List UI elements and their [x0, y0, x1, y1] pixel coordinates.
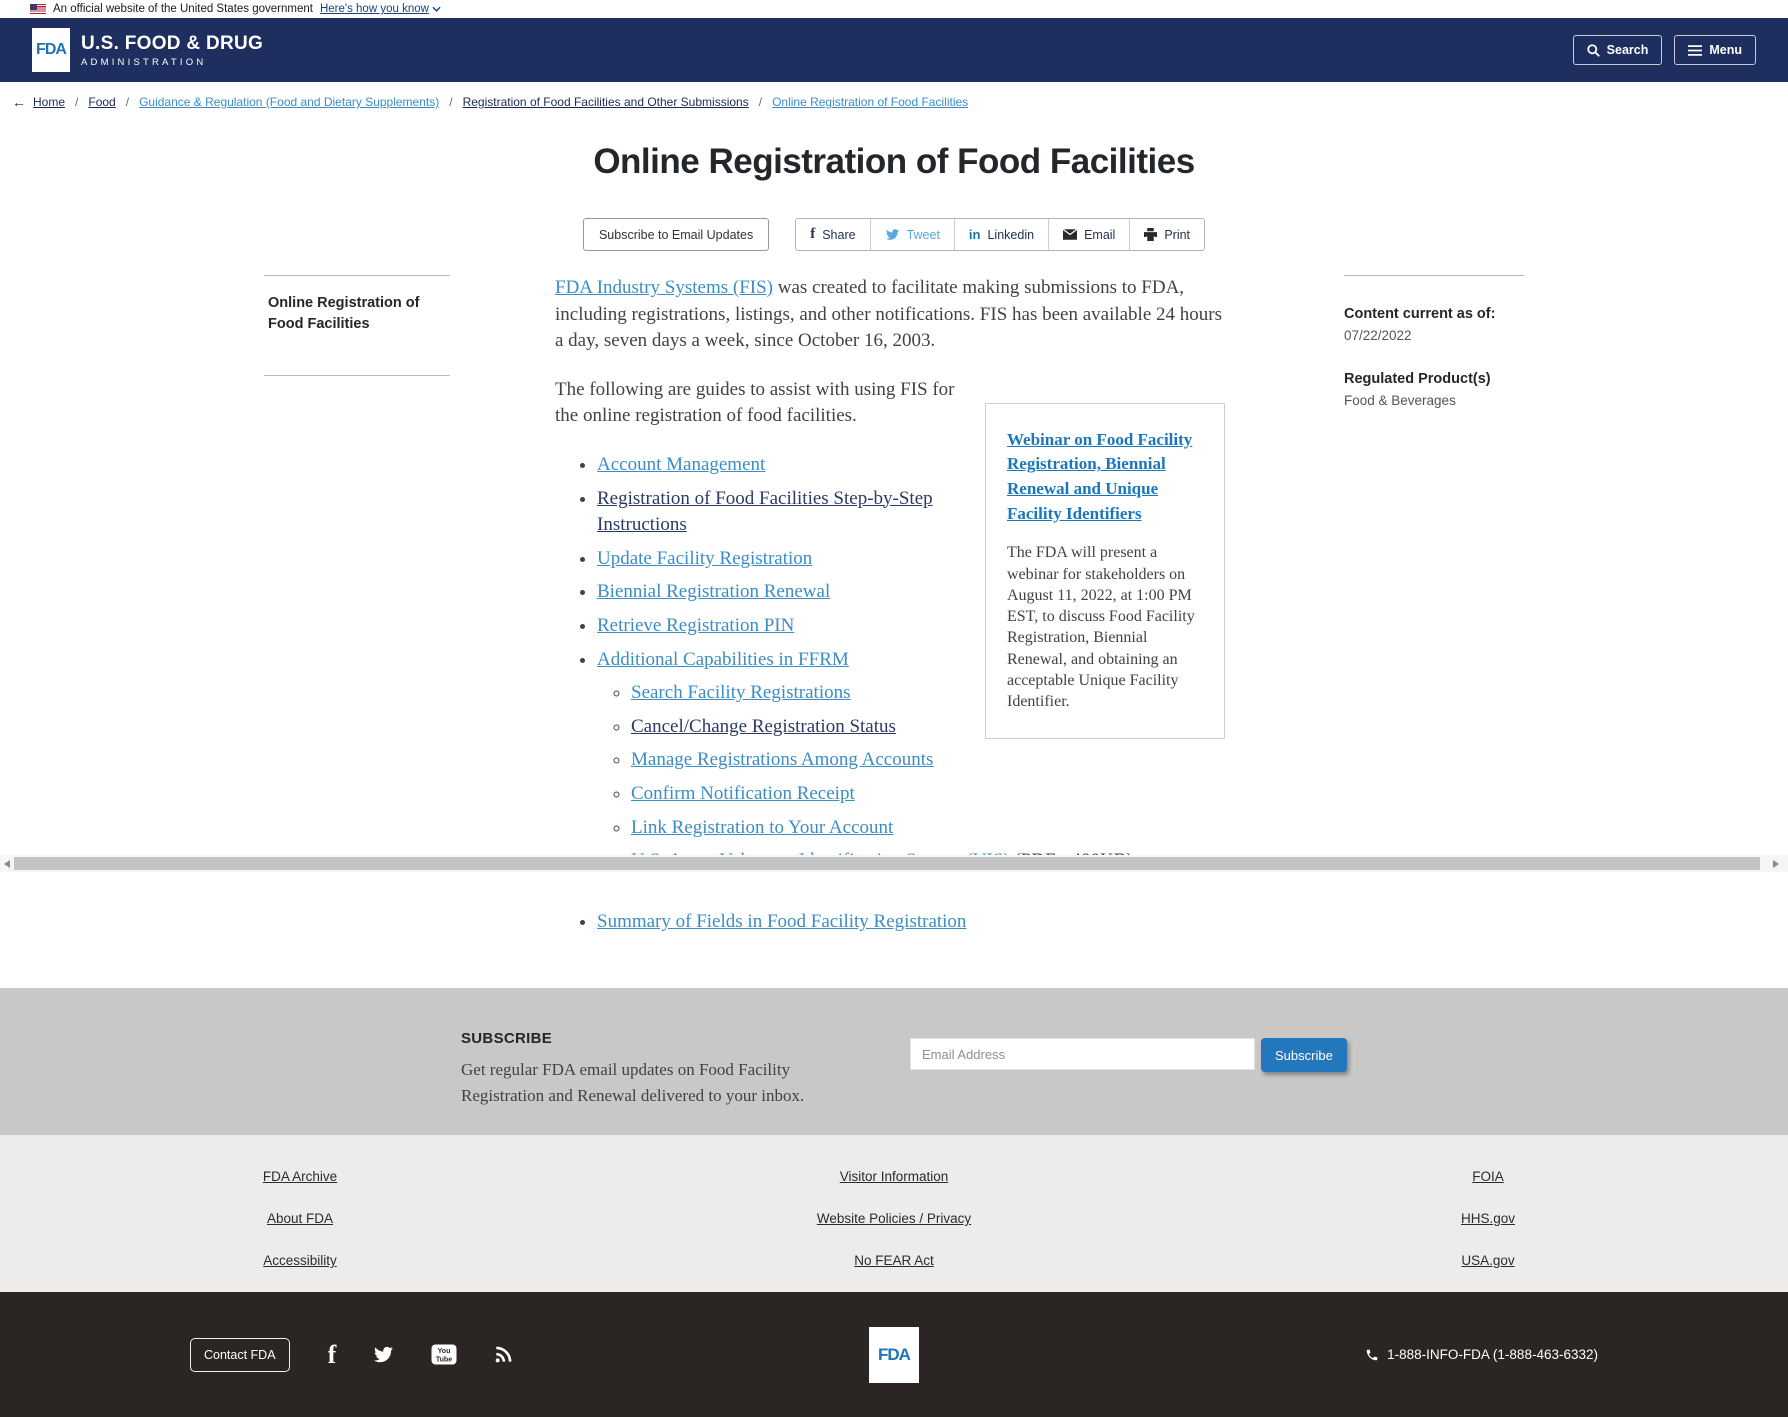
divider [1344, 275, 1524, 276]
svg-text:Tube: Tube [436, 1356, 453, 1364]
rss-icon[interactable] [493, 1345, 513, 1365]
right-sidebar [1344, 275, 1524, 408]
subscribe-text-block [461, 1030, 871, 1135]
breadcrumb-separator: / [125, 95, 130, 109]
left-sidebar [264, 275, 450, 376]
breadcrumb-separator: / [449, 95, 453, 109]
footer-link-foia[interactable]: FOIA [1472, 1169, 1504, 1184]
phone-icon [1365, 1348, 1379, 1362]
footer-link-website-policies[interactable]: Website Policies / Privacy [816, 1211, 972, 1226]
article-body [555, 275, 1225, 942]
youtube-icon[interactable] [431, 1344, 457, 1365]
subscribe-description: Get regular FDA email updates on Food Facility Registration and Renewal delivered to your inbox. [461, 1060, 805, 1106]
scroll-left-arrow[interactable] [4, 860, 10, 868]
share-tweet-button[interactable]: Tweet [870, 219, 954, 250]
summary-of-fields-link[interactable]: Summary of Fields in Food Facility Registration [597, 910, 967, 932]
twitter-icon [885, 228, 900, 241]
email-address-input[interactable] [910, 1038, 1255, 1070]
share-print-button[interactable]: Print [1129, 219, 1204, 250]
link-registration-link[interactable]: Link Registration to Your Account [631, 816, 894, 838]
webinar-callout [985, 403, 1225, 740]
facebook-icon[interactable]: f [327, 1339, 337, 1369]
breadcrumb-home[interactable]: Home [33, 95, 66, 109]
manage-registrations-link[interactable]: Manage Registrations Among Accounts [631, 749, 934, 771]
menu-button[interactable]: Menu [1674, 35, 1756, 65]
search-button[interactable]: Search [1573, 35, 1663, 65]
linkedin-icon: in [968, 227, 981, 242]
cancel-change-status-link[interactable]: Cancel/Change Registration Status [631, 715, 896, 737]
share-email-button[interactable]: Email [1048, 219, 1129, 250]
subscribe-heading: SUBSCRIBE [461, 1030, 553, 1047]
breadcrumb-food[interactable]: Food [88, 95, 116, 109]
header [0, 18, 1788, 82]
sub-list-item [631, 747, 1225, 774]
subscribe-section [0, 988, 1788, 1135]
agency-name [81, 33, 263, 68]
search-registrations-link[interactable]: Search Facility Registrations [631, 682, 851, 704]
gov-banner-text: An official website of the United States government [53, 3, 313, 15]
breadcrumb-current[interactable]: Online Registration of Food Facilities [772, 95, 969, 109]
fda-footer-logo[interactable]: FDA [869, 1327, 919, 1383]
social-icons [327, 1339, 514, 1369]
share-button-group [795, 218, 1205, 251]
webinar-description: The FDA will present a webinar for stakeholders on August 11, 2022, at 1:00 PM EST, to discuss Food Facility Registration, Biennial Renewal, and obtaining an acceptable Unique Facility Identifier. [1007, 544, 1195, 711]
back-arrow-icon: ← [12, 94, 26, 110]
contact-fda-button[interactable]: Contact FDA [190, 1338, 290, 1372]
step-by-step-link[interactable]: Registration of Food Facilities Step-by-Step Instructions [597, 487, 933, 536]
footer-link-no-fear-act[interactable]: No FEAR Act [854, 1253, 934, 1268]
footer-link-fda-archive[interactable]: FDA Archive [262, 1169, 338, 1184]
regulated-products-block [1344, 371, 1524, 408]
phone-number: 1-888-INFO-FDA (1-888-463-6332) [1387, 1347, 1598, 1362]
regulated-products-label: Regulated Product(s) [1344, 371, 1491, 387]
fda-logo[interactable]: FDA [32, 28, 70, 72]
gov-banner [0, 0, 1788, 18]
retrieve-pin-link[interactable]: Retrieve Registration PIN [597, 614, 795, 636]
breadcrumb-separator: / [75, 95, 79, 109]
fis-link[interactable]: FDA Industry Systems (FIS) [555, 277, 773, 298]
subscribe-button[interactable]: Subscribe [1261, 1038, 1347, 1072]
how-you-know-link[interactable]: Here's how you know [320, 3, 441, 15]
footer-links [0, 1135, 1788, 1292]
update-registration-link[interactable]: Update Facility Registration [597, 547, 813, 569]
footer-link-usa-gov[interactable]: USA.gov [1461, 1253, 1515, 1268]
regulated-products-value: Food & Beverages [1344, 393, 1456, 408]
footer-link-accessibility[interactable]: Accessibility [263, 1253, 337, 1268]
print-icon [1144, 228, 1157, 241]
dark-footer [0, 1292, 1788, 1417]
page-title: Online Registration of Food Facilities [593, 142, 1195, 181]
agency-name-line2: ADMINISTRATION [81, 56, 207, 68]
biennial-renewal-link[interactable]: Biennial Registration Renewal [597, 581, 831, 603]
sidebar-item-online-registration[interactable]: Online Registration of Food Facilities [264, 275, 450, 376]
guides-paragraph: The following are guides to assist with using FIS for the online registration of food facilities. [555, 378, 955, 427]
search-icon [1587, 44, 1600, 57]
account-management-link[interactable]: Account Management [597, 453, 766, 475]
footer-link-hhs[interactable]: HHS.gov [1460, 1211, 1516, 1226]
intro-paragraph [555, 275, 1225, 355]
scroll-right-arrow[interactable] [1773, 860, 1779, 868]
breadcrumb-registration[interactable]: Registration of Food Facilities and Other Submissions [462, 95, 749, 109]
content-current-date: 07/22/2022 [1344, 328, 1412, 343]
twitter-icon[interactable] [372, 1345, 395, 1364]
chevron-down-icon [432, 6, 441, 12]
content-current-label: Content current as of: [1344, 306, 1496, 322]
sub-list-item [631, 781, 1225, 808]
confirm-receipt-link[interactable]: Confirm Notification Receipt [631, 782, 855, 804]
facebook-icon: f [810, 226, 816, 242]
breadcrumb-separator: / [758, 95, 763, 109]
email-icon [1063, 229, 1077, 240]
hamburger-icon [1688, 45, 1702, 56]
subscribe-form [910, 1038, 1347, 1135]
intro-text: was created to facilitate making submissions to FDA, including registrations, listings, and other notifications. FIS has been available 24 hours a day, seven days a week, since October 16, 2003. [555, 277, 1222, 352]
breadcrumb [0, 82, 1788, 122]
us-flag-icon [30, 4, 46, 15]
share-row [0, 218, 1788, 251]
ffrm-capabilities-link[interactable]: Additional Capabilities in FFRM [597, 648, 849, 670]
scrollbar-thumb[interactable] [14, 857, 1760, 870]
webinar-link[interactable]: Webinar on Food Facility Registration, Biennial Renewal and Unique Facility Identifiers [1007, 429, 1193, 523]
share-facebook-button[interactable]: f Share [796, 219, 869, 250]
breadcrumb-guidance[interactable]: Guidance & Regulation (Food and Dietary Supplements) [139, 95, 440, 109]
content-area [0, 275, 1788, 942]
svg-text:You: You [437, 1348, 451, 1355]
phone-contact[interactable] [1365, 1347, 1598, 1362]
list-item [597, 909, 1225, 936]
horizontal-scrollbar[interactable] [0, 855, 1788, 872]
sub-list-item [631, 815, 1225, 842]
footer-link-about-fda[interactable]: About FDA [266, 1211, 334, 1226]
agency-name-line1: U.S. FOOD & DRUG [81, 32, 264, 54]
subscribe-email-updates-button[interactable]: Subscribe to Email Updates [583, 218, 769, 251]
footer-link-visitor-information[interactable]: Visitor Information [839, 1169, 949, 1184]
content-current-block [1344, 306, 1524, 343]
share-linkedin-button[interactable]: in Linkedin [954, 219, 1048, 250]
